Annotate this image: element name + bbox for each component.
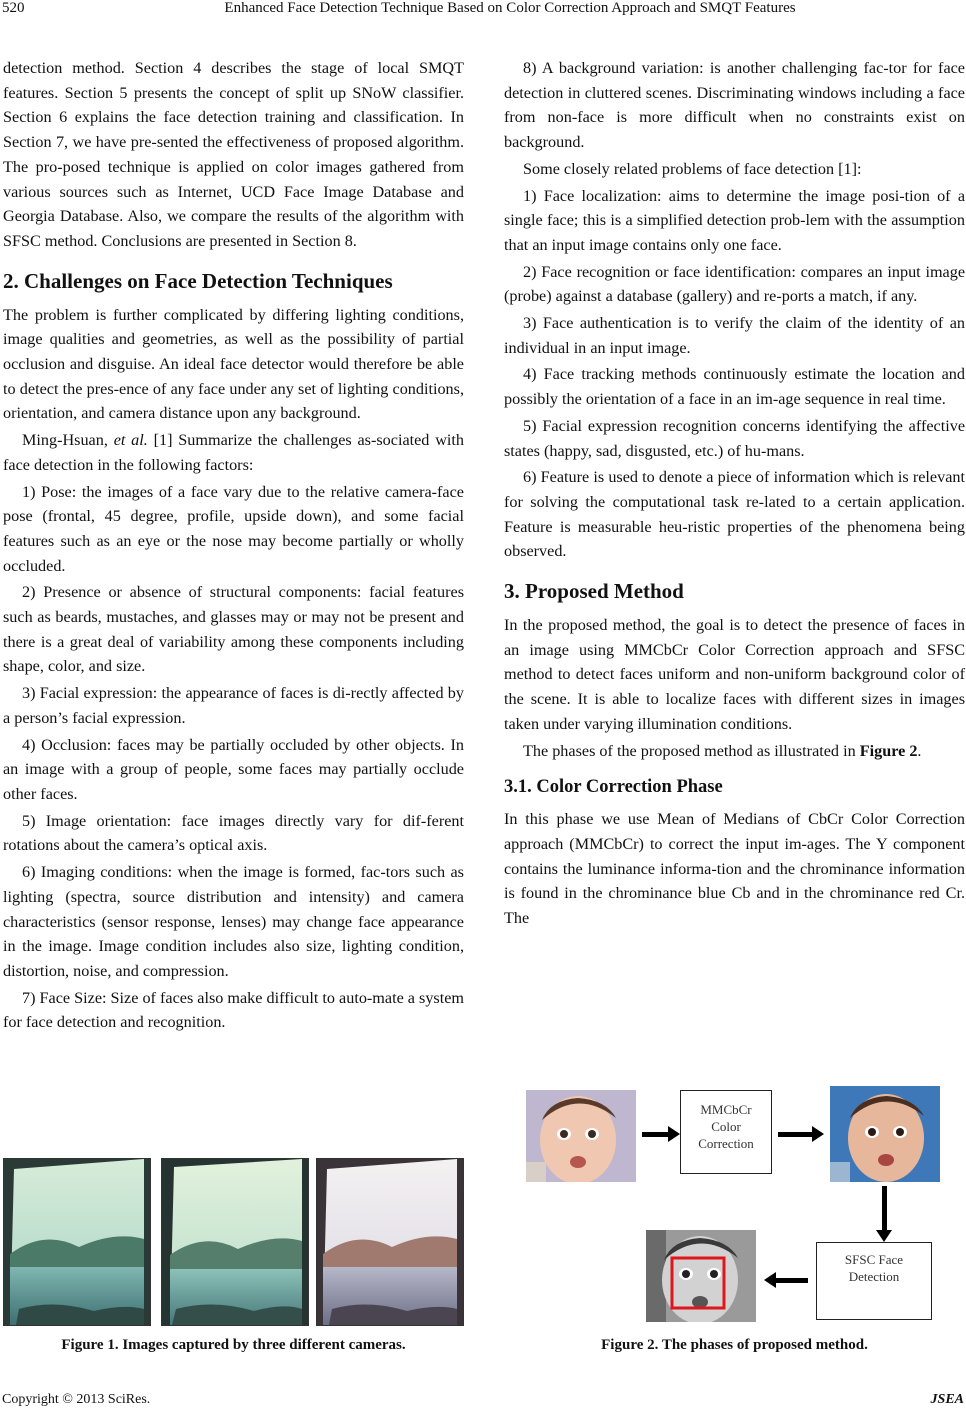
paragraph: 2) Face recognition or face identification: compares an input image (probe) against a database (gallery) and re-ports a match, if any. [504, 262, 965, 306]
paragraph: 1) Face localization: aims to determine the image posi-tion of a single face; this is a simplified detection prob-lem with the assumption that an input image contains only one face. [504, 186, 965, 254]
page-header [0, 0, 966, 24]
sfsc-face-detection-box [816, 1242, 932, 1320]
text-span: . [917, 741, 922, 760]
box-label-line: Color [711, 1119, 741, 1134]
landscape-photo-camera-2 [161, 1158, 309, 1326]
arrow-shaft-vertical [882, 1186, 887, 1232]
arrow-head-right [668, 1126, 680, 1142]
box-label-line: Correction [698, 1136, 754, 1151]
arrow-head-left [764, 1272, 776, 1288]
section-heading: 2. Challenges on Face Detection Techniques [3, 268, 393, 293]
paragraph: The problem is further complicated by differing lighting conditions, image qualities and geometries, as well as the possibility of partial occlusion and disguise. An ideal face detector would therefore be able to detect the pres-ence of any face under any set of lighting conditions, orientation, and camera distance upon any background. [3, 305, 464, 423]
paragraph: 2) Presence or absence of structural components: facial features such as beards, mustaches, and glasses may or may not be present and there is a great deal of variability among these components including shape, color, and size. [3, 583, 464, 676]
paragraph: 7) Face Size: Size of faces also make difficult to auto-mate a system for face detection and recognition. [3, 988, 465, 1032]
subsection-heading: 3.1. Color Correction Phase [504, 777, 723, 798]
box-label-line: SFSC Face [844, 1252, 904, 1267]
mmcbcr-color-correction-box [680, 1090, 772, 1174]
arrow-shaft [774, 1278, 808, 1283]
paragraph: 3) Facial expression: the appearance of faces is di-rectly affected by a person’s facial expression. [3, 684, 464, 727]
paragraph: 1) Pose: the images of a face vary due to the relative camera-face pose (frontal, 45 degree, profile, upside down), and some facial features such as an eye or the nose may become partially or wholly occluded. [3, 482, 464, 575]
paragraph: 5) Facial expression recognition concerns identifying the affective states (happy, sad, disgusted, etc.) of hu-mans. [504, 416, 965, 460]
page-footer [0, 1392, 966, 1412]
box-label-line: MMCbCr [700, 1102, 752, 1117]
paragraph: Some closely related problems of face detection [1]: [523, 159, 862, 178]
paragraph [3, 428, 464, 477]
arrow-shaft [778, 1132, 816, 1137]
text-span: Ming-Hsuan, [22, 431, 114, 450]
figure-reference: Figure 2 [859, 741, 918, 760]
color-corrected-face-image [830, 1086, 940, 1182]
figure-1-caption: Figure 1. Images captured by three different cameras. [61, 1337, 406, 1353]
paragraph: detection method. Section 4 describes the stage of local SMQT features. Section 5 presents the concept of split up SNoW classifier. Section 6 explains the face detection training and classification. In Section 7, we have pre-sented the effectiveness of proposed algorithm. The pro-posed technique is applied on color images gathered from various sources such as Internet, UCD Face Image Database and Georgia Database. Also, we compare the results of the algorithm with SFSC method. Conclusions are presented in Section 8. [3, 59, 464, 250]
paragraph [504, 739, 965, 764]
paragraph: 5) Image orientation: face images directly vary for dif-ferent rotations about the camera’s optical axis. [3, 811, 464, 855]
text-span: The phases of the proposed method as illustrated in [523, 741, 860, 760]
figure-2-caption: Figure 2. The phases of proposed method. [601, 1337, 868, 1353]
paragraph: 4) Face tracking methods continuously estimate the location and possibly the orientation of a face in an im-age sequence in real time. [504, 365, 965, 409]
landscape-photo-camera-1 [3, 1158, 151, 1326]
paragraph: 8) A background variation: is another challenging fac-tor for face detection in cluttered scenes. Discriminating windows including a face from non-face is more difficult when no constraints exist on background. [504, 59, 965, 152]
box-label-line: Detection [848, 1269, 900, 1284]
figure-1 [3, 1158, 464, 1326]
page-number: 520 [2, 0, 25, 16]
journal-name: JSEA [930, 1392, 964, 1407]
text-span: [1] Summarize the challenges as-sociated with face detection in the following factors: [3, 431, 464, 474]
paragraph: 4) Occlusion: faces may be partially occluded by other objects. In an image with a group of people, some faces may partially occlude other faces. [3, 735, 464, 803]
copyright-notice: Copyright © 2013 SciRes. [2, 1392, 151, 1407]
running-title: Enhanced Face Detection Technique Based on Color Correction Approach and SMQT Features [224, 0, 796, 16]
right-column [504, 56, 965, 931]
paragraph: 3) Face authentication is to verify the claim of the identity of an individual in an input image. [504, 314, 965, 357]
citation-etal: et al. [113, 431, 148, 450]
paragraph: In the proposed method, the goal is to detect the presence of faces in an image using MMCbCr Color Correction approach and SFSC method to detect faces uniform and non-uniform background color of the scene. It is able to localize faces with different sizes in images taken under varying illumination conditions. [504, 616, 965, 733]
paragraph: 6) Feature is used to denote a piece of information which is relevant for solving the computational task re-lated to a certain application. Feature is measurable heu-ristic properties of the phenomena being observed. [504, 468, 965, 561]
detected-face-image [646, 1230, 756, 1322]
left-column [3, 56, 464, 1035]
figure-2 [504, 1080, 965, 1330]
arrow-head-right [812, 1126, 824, 1142]
paragraph: 6) Imaging conditions: when the image is formed, fac-tors such as lighting (spectra, source distribution and intensity) and camera characteristics (sensor response, lenses) may change face appearance in the image. Image condition includes also size, lighting condition, distortion, noise, and compression. [3, 863, 464, 980]
landscape-photo-camera-3 [316, 1158, 464, 1326]
input-face-image [526, 1090, 636, 1182]
arrow-head-down [876, 1230, 892, 1242]
paragraph: In this phase we use Mean of Medians of CbCr Color Correction approach (MMCbCr) to correct the input im-ages. The Y component contains the luminance informa-tion and the chrominance information is found in the chrominance blue Cb and in the chrominance red Cr. The [504, 810, 965, 928]
section-heading: 3. Proposed Method [504, 579, 684, 604]
